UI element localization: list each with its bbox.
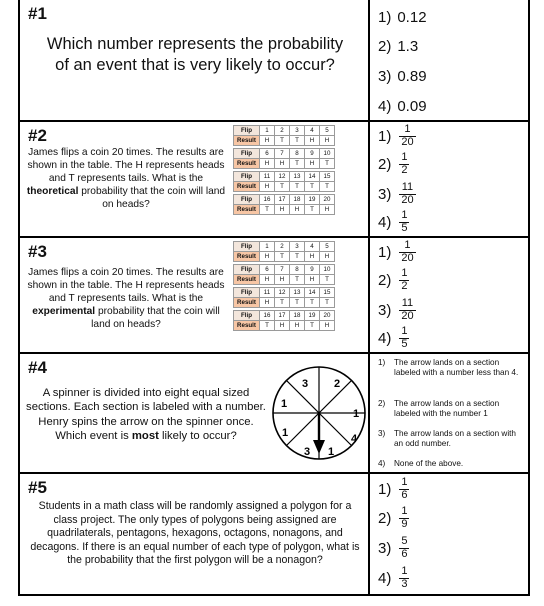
question-4-row [20,354,528,474]
question-2-cell [20,122,370,236]
question-1-cell [20,0,370,120]
flip-number-cell: 9 [305,265,320,275]
flip-number-cell: 2 [275,242,290,252]
answer-option: 4) 0.09 [378,98,427,115]
result-cell: H [260,182,275,192]
question-4-cell [20,354,370,472]
question-5-row [20,474,528,596]
answer-cell-3 [372,238,528,352]
flip-number-cell: 17 [275,311,290,321]
result-header: Result [234,275,260,285]
flip-header: Flip [234,311,260,321]
question-text: Students in a math class will be randomly assigned a polygon for a class project. The only types of polygons being assigned are quadrilaterals, pentagons, hexagons, octagons, nonagons, and decagons. If there is an equal number of each type of polygon, what is the probability that the first polygon will be a nonagon? [30,500,360,567]
flip-block [233,264,335,285]
answer-option: 2) $\frac{1}{2}$ [378,267,408,292]
answer-option: 1) $\frac{1}{20}$ [378,123,414,148]
answer-option: 4) None of the above. [378,459,464,468]
answer-option: 2) The arrow lands on a section labeled with the number 1 [378,399,500,419]
flip-number-cell: 5 [320,126,335,136]
result-cell: H [275,275,290,285]
result-cell: T [290,136,305,146]
result-cell: H [305,159,320,169]
answer-option: 1) 0.12 [378,9,427,26]
result-cell: H [260,159,275,169]
flip-number-cell: 11 [260,172,275,182]
flip-number-cell: 17 [275,195,290,205]
result-header: Result [234,159,260,169]
result-cell: H [290,205,305,215]
flip-block [233,194,335,215]
flip-number-cell: 8 [290,265,305,275]
result-cell: T [305,182,320,192]
flip-number-cell: 3 [290,242,305,252]
question-text: James flips a coin 20 times. The results are shown in the table. The H represents heads and T represents tails. What is the experimental probability that the coin will land on heads? [27,267,225,331]
result-cell: H [260,275,275,285]
question-1-row [20,0,528,122]
question-2-row [20,122,528,238]
flip-number-cell: 18 [290,311,305,321]
flip-number-cell: 18 [290,195,305,205]
answer-option: 1) The arrow lands on a section labeled with a number less than 4. [378,358,519,378]
flip-header: Flip [234,172,260,182]
result-cell: H [275,159,290,169]
flip-number-cell: 9 [305,149,320,159]
result-cell: T [275,182,290,192]
result-header: Result [234,298,260,308]
question-number: #2 [28,126,47,145]
flip-number-cell: 19 [305,195,320,205]
result-cell: H [275,205,290,215]
worksheet [18,0,530,596]
flip-number-cell: 1 [260,126,275,136]
result-cell: T [275,298,290,308]
question-number: #3 [28,242,47,261]
answer-option: 2) $\frac{1}{9}$ [378,505,408,530]
flip-block [233,125,335,146]
result-cell: T [320,298,335,308]
result-header: Result [234,205,260,215]
result-cell: T [290,159,305,169]
spinner [270,364,368,462]
result-cell: T [275,136,290,146]
flip-number-cell: 2 [275,126,290,136]
question-number: #4 [28,358,47,377]
flip-number-cell: 20 [320,311,335,321]
result-cell: T [305,321,320,331]
flip-results-table [233,241,335,331]
spinner-label: 1 [327,446,335,458]
answer-option: 2) $\frac{1}{2}$ [378,151,408,176]
spinner-label: 1 [352,408,360,420]
question-5-cell [20,474,370,596]
result-cell: T [290,252,305,262]
result-cell: H [260,252,275,262]
question-text: Which number represents the probability of an event that is very likely to occur? [46,35,344,75]
flip-header: Flip [234,195,260,205]
question-3-cell [20,238,370,352]
flip-number-cell: 20 [320,195,335,205]
result-cell: T [260,321,275,331]
result-cell: T [290,298,305,308]
flip-number-cell: 3 [290,126,305,136]
flip-number-cell: 4 [305,242,320,252]
result-cell: T [320,275,335,285]
result-cell: T [275,252,290,262]
flip-number-cell: 13 [290,172,305,182]
flip-number-cell: 4 [305,126,320,136]
result-cell: H [305,136,320,146]
answer-option: 3) The arrow lands on a section with an odd number. [378,429,516,449]
flip-header: Flip [234,126,260,136]
answer-cell-4 [372,354,528,472]
flip-number-cell: 11 [260,288,275,298]
flip-number-cell: 12 [275,172,290,182]
answer-option: 1) $\frac{1}{6}$ [378,476,408,501]
question-text: A spinner is divided into eight equal sized sections. Each section is labeled with a number. Henry spins the arrow on the spinner once. Which event is most likely to occur? [26,387,266,443]
flip-number-cell: 12 [275,288,290,298]
flip-number-cell: 6 [260,149,275,159]
flip-block [233,241,335,262]
flip-number-cell: 1 [260,242,275,252]
result-cell: T [290,182,305,192]
flip-number-cell: 10 [320,265,335,275]
flip-number-cell: 7 [275,149,290,159]
flip-number-cell: 7 [275,265,290,275]
flip-number-cell: 16 [260,195,275,205]
flip-block [233,171,335,192]
answer-option: 1) $\frac{1}{20}$ [378,239,414,264]
answer-cell-2 [372,122,528,236]
flip-header: Flip [234,288,260,298]
flip-header: Flip [234,149,260,159]
result-cell: T [260,205,275,215]
result-cell: H [320,136,335,146]
spinner-label: 1 [281,427,289,439]
answer-option: 3) $\frac{5}{6}$ [378,535,408,560]
result-header: Result [234,136,260,146]
flip-number-cell: 13 [290,288,305,298]
result-cell: H [305,275,320,285]
answer-cell-1 [372,0,528,120]
flip-number-cell: 14 [305,172,320,182]
spinner-label: 1 [280,398,288,410]
question-text: James flips a coin 20 times. The results are shown in the table. The H represents heads and T represents tails. What is the theoretical probability that the coin will land on heads? [26,147,226,211]
result-cell: T [305,205,320,215]
flip-header: Flip [234,242,260,252]
result-cell: H [320,321,335,331]
flip-number-cell: 10 [320,149,335,159]
answer-option: 3) 0.89 [378,68,427,85]
result-cell: H [275,321,290,331]
result-cell: H [305,252,320,262]
result-cell: H [260,136,275,146]
answer-option: 3) $\frac{11}{20}$ [378,297,414,322]
answer-option: 2) 1.3 [378,38,419,55]
flip-results-table [233,125,335,215]
answer-option: 4) $\frac{1}{5}$ [378,209,408,234]
answer-option: 4) $\frac{1}{3}$ [378,565,408,590]
flip-block [233,148,335,169]
result-header: Result [234,182,260,192]
spinner-label: 4 [350,433,358,445]
result-cell: T [290,275,305,285]
result-cell: H [290,321,305,331]
flip-number-cell: 14 [305,288,320,298]
result-cell: T [320,182,335,192]
flip-number-cell: 6 [260,265,275,275]
result-header: Result [234,321,260,331]
answer-option: 4) $\frac{1}{5}$ [378,325,408,350]
spinner-label: 3 [301,378,309,390]
spinner-label: 2 [333,378,341,390]
result-cell: H [260,298,275,308]
result-cell: H [320,252,335,262]
result-cell: H [320,205,335,215]
flip-number-cell: 16 [260,311,275,321]
question-3-row [20,238,528,354]
flip-number-cell: 19 [305,311,320,321]
result-cell: T [320,159,335,169]
answer-cell-5 [372,474,528,596]
result-cell: T [305,298,320,308]
flip-number-cell: 5 [320,242,335,252]
flip-block [233,310,335,331]
flip-block [233,287,335,308]
question-number: #5 [28,478,47,497]
flip-number-cell: 8 [290,149,305,159]
spinner-label: 3 [303,446,311,458]
flip-number-cell: 15 [320,172,335,182]
flip-number-cell: 15 [320,288,335,298]
question-number: #1 [28,4,47,23]
flip-header: Flip [234,265,260,275]
result-header: Result [234,252,260,262]
answer-option: 3) $\frac{11}{20}$ [378,181,414,206]
